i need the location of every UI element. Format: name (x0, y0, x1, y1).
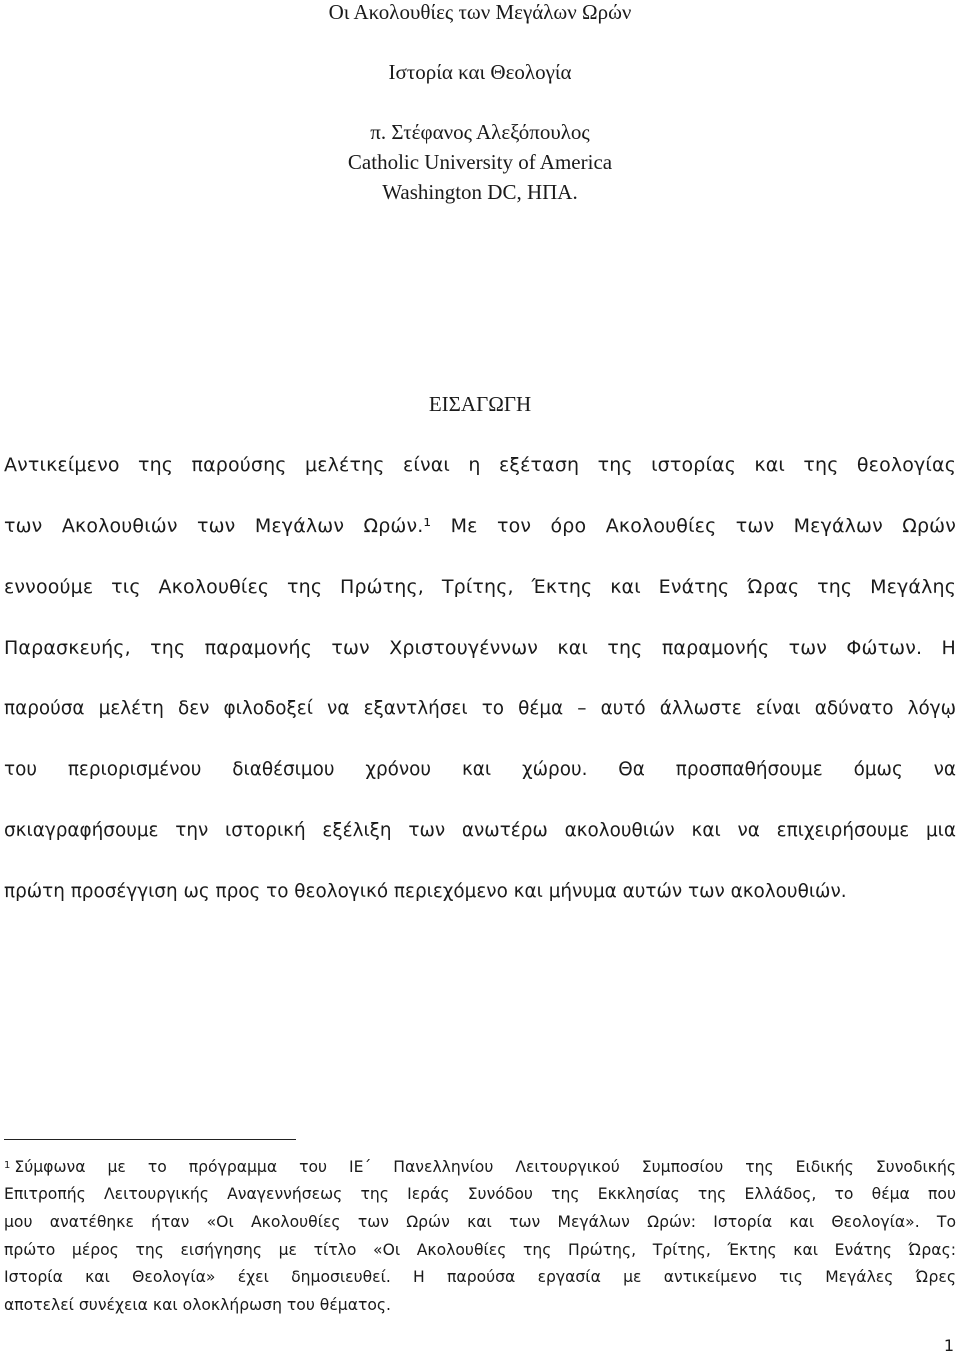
body-line: παρούσα μελέτη δεν φιλοδοξεί να εξαντλήσει το θέμα – αυτό άλλωστε είναι αδύνατο λόγῳ (4, 698, 956, 719)
author-affiliation: Catholic University of America (347, 150, 613, 174)
section-heading: ΕΙΣΑΓΩΓΗ (428, 392, 532, 416)
footnote-line: αποτελεί συνέχεια και ολοκλήρωση του θέματος. (4, 1296, 392, 1314)
body-line: του περιορισμένου διαθέσιμου χρόνου και χώρου. Θα προσπαθήσουμε όμως να (4, 759, 956, 780)
body-line: σκιαγραφήσουμε την ιστορική εξέλιξη των ανωτέρω ακολουθιών και να επιχειρήσουμε μια (4, 820, 956, 841)
footnote-text: Σύμφωνα με το πρόγραμμα του ΙΕ΄ Πανελληνίου Λειτουργικού Συμποσίου της Ειδικής Συνοδικής (14, 1158, 956, 1176)
body-line: πρώτη προσέγγιση ως προς το θεολογικό περιεχόμενο και μήνυμα αυτών των ακολουθιών. (4, 881, 847, 902)
footnote-line (4, 1156, 956, 1177)
footnote-line: πρώτο μέρος της εισήγησης με τίτλο «Οι Ακολουθίες της Πρώτης, Τρίτης, Έκτης και Ενάτης Ώρας: (4, 1241, 956, 1259)
author-name: π. Στέφανος Αλεξόπουλος (370, 120, 590, 144)
footnote-line: Επιτροπής Λειτουργικής Αναγεννήσεως της Ιεράς Συνόδου της Εκκλησίας της Ελλάδος, το θέμα που (4, 1185, 956, 1203)
page-number: 1 (943, 1336, 954, 1355)
footnote-line: Ιστορία και Θεολογία» έχει δημοσιευθεί. Η παρούσα εργασία με αντικείμενο τις Μεγάλες Ώρες (4, 1268, 956, 1286)
document-title: Οι Ακολουθίες των Μεγάλων Ωρών (328, 0, 632, 24)
footnote-separator (4, 1139, 296, 1140)
footnote-marker: 1 (4, 1160, 11, 1171)
body-line: Παρασκευής, της παραμονής των Χριστουγέννων και της παραμονής των Φώτων. Η (4, 637, 956, 659)
author-location: Washington DC, ΗΠΑ. (382, 180, 578, 204)
body-line: των Ακολουθιών των Μεγάλων Ωρών.¹ Με τον όρο Ακολουθίες των Μεγάλων Ωρών (4, 515, 956, 537)
footnote-line: μου ανατέθηκε ήταν «Οι Ακολουθίες των Ωρών και των Μεγάλων Ωρών: Ιστορία και Θεολογία». Το (4, 1213, 956, 1231)
body-line: εννοούμε τις Ακολουθίες της Πρώτης, Τρίτης, Έκτης και Ενάτης Ώρας της Μεγάλης (4, 576, 956, 598)
document-subtitle: Ιστορία και Θεολογία (388, 60, 572, 84)
body-line: Αντικείμενο της παρούσης μελέτης είναι η εξέταση της ιστορίας και της θεολογίας (4, 454, 956, 476)
